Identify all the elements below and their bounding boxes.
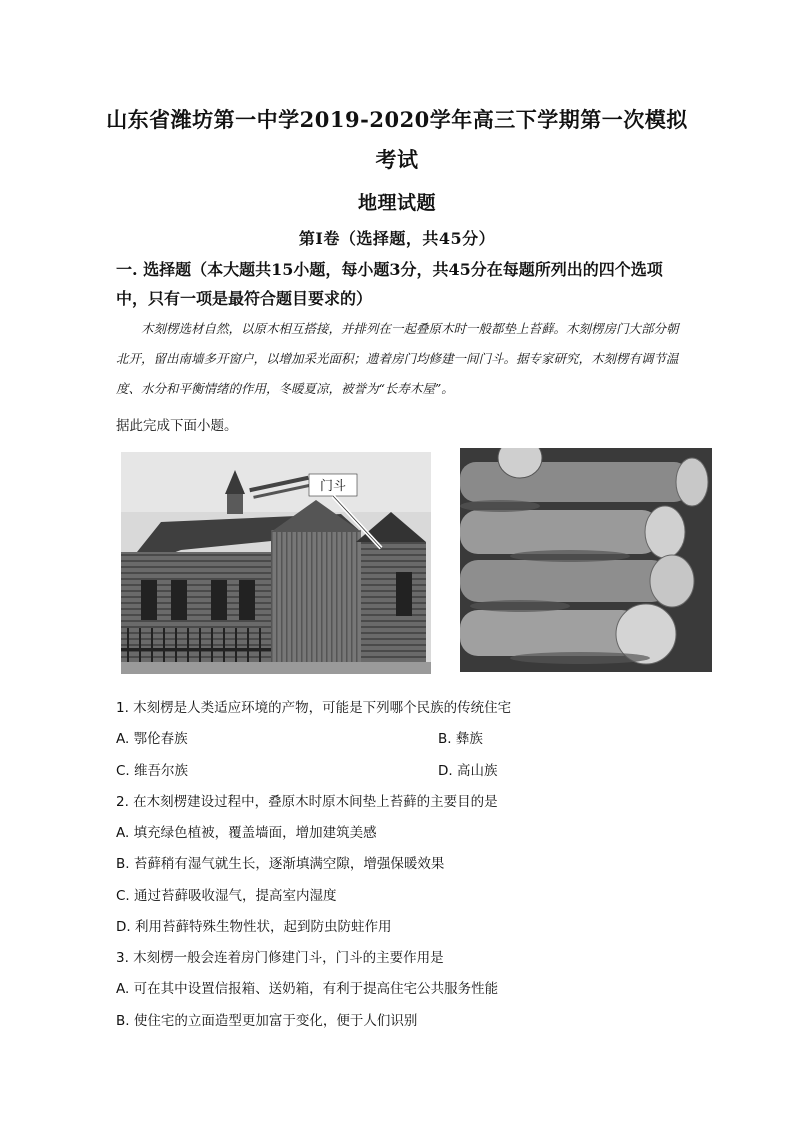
subject-title: 地理试题	[357, 192, 436, 214]
q3-option-a: A. 可在其中设置信报箱、送奶箱，有利于提高住宅公共服务性能	[116, 981, 499, 997]
q1-option-d: D. 高山族	[438, 763, 498, 779]
exam-title-line1: 山东省潍坊第一中学2019-2020学年高三下学期第一次模拟	[106, 107, 688, 132]
q2-option-b: B. 苔藓稍有湿气就生长，逐渐填满空隙，增强保暖效果	[116, 856, 445, 872]
log-house-photo	[121, 452, 431, 674]
q2-option-d: D. 利用苔藓特殊生物性状，起到防虫防蛀作用	[116, 919, 392, 935]
question-3-stem: 3. 木刻楞一般会连着房门修建门斗，门斗的主要作用是	[116, 950, 444, 966]
q3-option-b: B. 使住宅的立面造型更加富于变化，便于人们识别	[116, 1013, 418, 1029]
q2-option-c: C. 通过苔藓吸收湿气，提高室内湿度	[116, 888, 337, 904]
q1-option-c: C. 维吾尔族	[116, 763, 189, 779]
part-heading: 第Ⅰ卷（选择题，共45分）	[298, 229, 496, 248]
material-paragraph: 木刻楞选材自然，以原木相互搭接，并排列在一起叠原木时一般都垫上苔藓。木刻楞房门大部分朝北开，留出南墙多开窗户，以增加采光面积；遗着房门均修建一间门斗。据专家研究，木刻楞有调节温度、水分和平衡情绪的作用，冬暖夏凉，被誉为“长寿木屋”。	[116, 321, 679, 396]
figure-label-mendou: 门斗	[319, 479, 347, 494]
question-1-stem: 1. 木刻楞是人类适应环境的产物，可能是下列哪个民族的传统住宅	[116, 700, 512, 716]
q2-option-a: A. 填充绿色植被，覆盖墙面，增加建筑美感	[116, 825, 377, 841]
question-2-stem: 2. 在木刻楞建设过程中，叠原木时原木间垫上苔藓的主要目的是	[116, 794, 498, 810]
lead-sentence: 据此完成下面小题。	[116, 418, 238, 434]
section-heading: 一. 选择题（本大题共15小题，每小题3分，共45分在每题所列出的四个选项中，只有一项是最符合题目要求的）	[116, 260, 663, 308]
exam-title-line2: 考试	[375, 147, 419, 172]
q1-option-b: B. 彝族	[438, 731, 483, 747]
stacked-logs-photo	[460, 448, 712, 672]
q1-option-a: A. 鄂伦春族	[116, 731, 188, 747]
